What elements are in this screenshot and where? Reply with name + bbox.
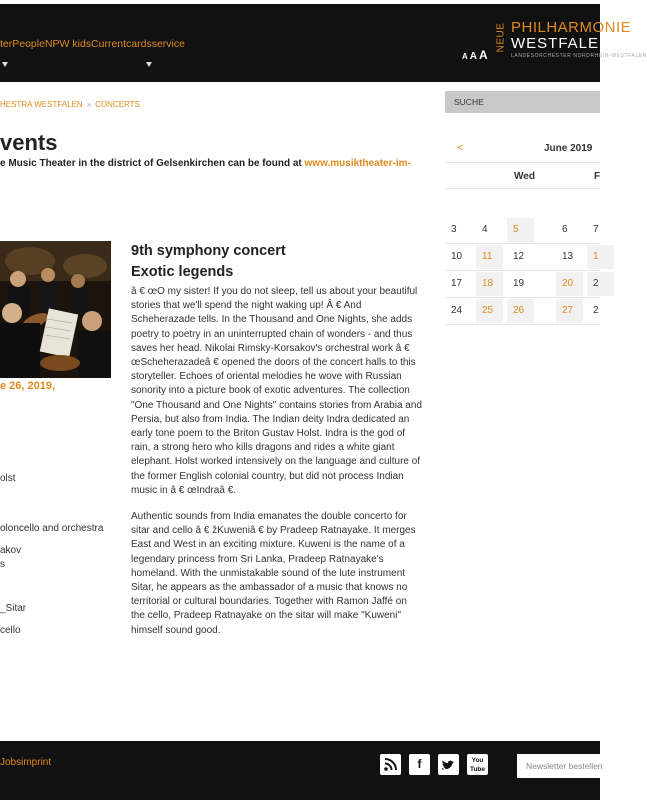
calendar-day: 12 — [513, 251, 525, 262]
logo-neue[interactable]: NEUE — [495, 22, 507, 53]
program-line: s — [0, 559, 5, 570]
concert-image[interactable] — [0, 241, 111, 378]
logo-philharmonie[interactable]: PHILHARMONIE — [511, 19, 632, 36]
breadcrumb — [0, 100, 140, 109]
breadcrumb-separator: » — [86, 100, 92, 109]
search-bar[interactable] — [445, 91, 600, 113]
breadcrumb-item-concerts[interactable]: CONCERTS — [95, 100, 140, 109]
footer-links[interactable]: Jobsimprint — [0, 757, 52, 768]
calendar-day-header: F — [594, 171, 601, 182]
search-label: SUCHE — [454, 97, 484, 107]
youtube-icon[interactable]: You Tube — [467, 754, 488, 775]
calendar-day: 2 — [587, 272, 614, 296]
breadcrumb-item-orchestra[interactable]: HESTRA WESTFALEN — [0, 100, 83, 109]
facebook-icon[interactable]: f — [409, 754, 430, 775]
calendar-day: 4 — [482, 224, 488, 235]
program-line: _Sitar — [0, 603, 27, 614]
intro-text: e Music Theater in the district of Gelsenkirchen can be found at www.musiktheater-im- — [0, 158, 411, 169]
musiktheater-link[interactable]: www.musiktheater-im- — [304, 158, 411, 169]
font-size-medium[interactable]: A — [469, 51, 478, 62]
font-size-large[interactable]: A — [479, 48, 488, 62]
calendar-day: 7 — [593, 224, 599, 235]
site-footer — [0, 741, 600, 800]
chevron-down-icon[interactable] — [146, 62, 152, 67]
calendar-day-event[interactable]: 27 — [556, 299, 583, 323]
concert-title: 9th symphony concert — [131, 243, 286, 259]
calendar-divider — [445, 243, 600, 244]
calendar-day: 19 — [513, 278, 525, 289]
program-line: cello — [0, 625, 21, 636]
twitter-icon[interactable] — [438, 754, 459, 775]
event-date: e 26, 2019, — [0, 380, 56, 392]
calendar-day: 10 — [451, 251, 463, 262]
calendar-day-event[interactable]: 1 — [587, 245, 614, 269]
calendar-day-event[interactable]: 20 — [556, 272, 583, 296]
calendar-day: 6 — [562, 224, 568, 235]
calendar-day: 24 — [451, 305, 463, 316]
calendar-divider — [445, 270, 600, 271]
calendar-day-event[interactable]: 26 — [507, 299, 534, 323]
calendar-divider — [445, 188, 600, 189]
logo-subtitle: LANDESORCHESTER NORDRHEIN-WESTFALEN — [511, 53, 647, 59]
description-paragraph: Authentic sounds from India emanates the double concerto for sitar and cello â € žKuweniâ € by Pradeep Ratnayake. It merges East and West in an exciting mixture. Kuweni is the name of a legendary princess from Sri Lanka, Pradeep Ratnayake's homeland. With the unmistakable sound of the lute instrument Sitar, he appears as the ambassador of a music that knows no territorial or cultural boundaries. Together with Ramon Jaffé on the cello, Pradeep Ratnayake on the sitar will make "Kuweni" himself sound good. — [131, 511, 416, 636]
program-line: olst — [0, 473, 16, 484]
program-line: oloncello and orchestra — [0, 523, 104, 534]
calendar-prev-button[interactable]: < — [457, 142, 464, 154]
twitter-glyph — [438, 754, 459, 775]
concert-subtitle: Exotic legends — [131, 264, 234, 280]
orchestra-photo — [0, 241, 111, 378]
newsletter-input[interactable] — [517, 754, 602, 778]
page-title: vents — [0, 130, 58, 155]
calendar-month: June 2019 — [544, 143, 593, 154]
calendar-day: 3 — [451, 224, 457, 235]
calendar-day-header: Wed — [514, 171, 535, 182]
main-nav[interactable]: terPeopleNPW kidsCurrentcardsservice — [0, 38, 185, 50]
calendar-divider — [445, 162, 600, 163]
calendar-day: 17 — [451, 278, 463, 289]
chevron-down-icon[interactable] — [2, 62, 8, 67]
rss-icon[interactable] — [380, 754, 401, 775]
rss-glyph — [380, 754, 401, 775]
calendar-day-event[interactable]: 5 — [507, 218, 534, 242]
calendar-divider — [445, 297, 600, 298]
calendar-divider — [445, 324, 600, 325]
calendar-day-event[interactable]: 18 — [476, 272, 503, 296]
calendar-day-event[interactable]: 25 — [476, 299, 503, 323]
font-size-small[interactable]: A — [462, 52, 468, 61]
calendar-day: 13 — [562, 251, 574, 262]
font-size-switcher — [462, 46, 490, 64]
calendar-day-event[interactable]: 11 — [476, 245, 503, 269]
description-paragraph: â € œO my sister! If you do not sleep, tell us about your beautiful stories that we'll spend the night waking up! Â € And Scheherazade tells. In the Thousand and One Nights, she adds poetry to poetry in an uninterrupted chain of wonders - and thus saves her head. Nikolai Rimsky-Korsakov's orchestral work â € œScheherazadeâ € opened the doors of the concert halls to this storyteller. Echoes of oriental melodies he wove with Russian sonority into a picture book of exotic adventures. The collection "One Thousand and One Nights" contains stories from Arabia and Persia, but also from India. The Indian deity Indra dedicated an early tone poem to the Briton Gustav Holst. Indra is the god of rain, a strong hero who kills dragons and rides a white giant elephant. Holst worked intensively on the language and culture of the former English colonial country, but did not process Indian music in â € œIndraâ €. — [131, 286, 422, 496]
logo-westfalen[interactable]: WESTFALEN — [511, 35, 611, 52]
program-line: akov — [0, 545, 22, 556]
calendar-day: 2 — [593, 305, 599, 316]
